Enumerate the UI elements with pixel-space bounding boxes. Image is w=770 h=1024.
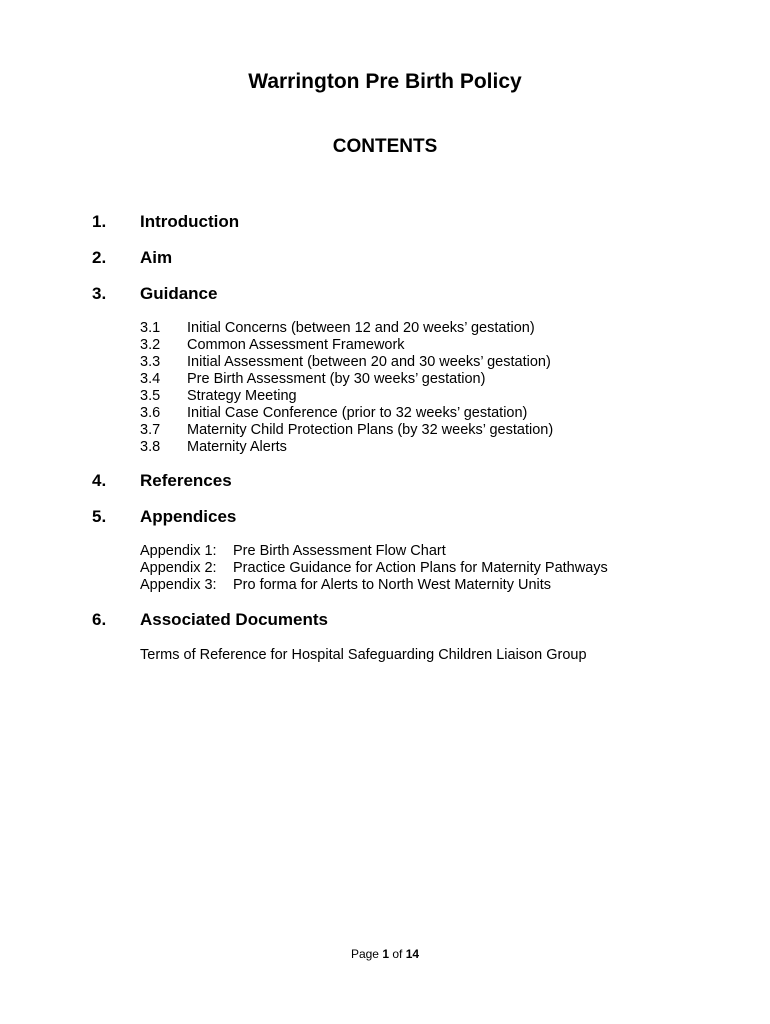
section-number: 1. (92, 212, 107, 231)
subsection-title: Initial Concerns (between 12 and 20 weeks’ gestation) (187, 320, 535, 336)
section-number: 5. (92, 507, 107, 526)
associated-document-item: Terms of Reference for Hospital Safeguarding Children Liaison Group (140, 647, 587, 663)
subsection-number: 3.5 (140, 388, 161, 404)
appendix-label: Appendix 1: (140, 543, 217, 559)
subsection-number: 3.2 (140, 337, 161, 353)
appendix-label: Appendix 2: (140, 560, 217, 576)
footer-current-page: 1 (382, 947, 389, 961)
section-number: 2. (92, 248, 107, 267)
contents-heading: CONTENTS (332, 136, 438, 157)
subsection-title: Initial Case Conference (prior to 32 weeks’ gestation) (187, 405, 528, 421)
subsection-title: Strategy Meeting (187, 388, 297, 404)
section-title-associated-documents: Associated Documents (140, 610, 328, 629)
subsection-title: Initial Assessment (between 20 and 30 weeks’ gestation) (187, 354, 551, 370)
subsection-number: 3.8 (140, 439, 161, 455)
section-title-guidance: Guidance (140, 284, 218, 303)
page-footer (0, 947, 770, 961)
document-title: Warrington Pre Birth Policy (248, 70, 522, 93)
footer-page-word: Page (350, 947, 379, 961)
subsection-title: Maternity Alerts (187, 439, 287, 455)
appendix-title: Pre Birth Assessment Flow Chart (233, 543, 446, 559)
section-title-appendices: Appendices (140, 507, 237, 526)
footer-of-word: of (392, 947, 403, 961)
subsection-title: Pre Birth Assessment (by 30 weeks’ gestation) (187, 371, 486, 387)
appendix-title: Pro forma for Alerts to North West Maternity Units (233, 577, 552, 593)
section-number: 3. (92, 284, 107, 303)
section-number: 4. (92, 471, 107, 490)
section-number: 6. (92, 610, 107, 629)
subsection-number: 3.1 (140, 320, 161, 336)
subsection-number: 3.6 (140, 405, 161, 421)
section-title-aim: Aim (140, 248, 173, 267)
subsection-number: 3.7 (140, 422, 161, 438)
footer-total-pages: 14 (405, 947, 420, 961)
subsection-title: Common Assessment Framework (187, 337, 405, 353)
subsection-number: 3.3 (140, 354, 161, 370)
appendix-title: Practice Guidance for Action Plans for Maternity Pathways (233, 560, 608, 576)
appendix-label: Appendix 3: (140, 577, 217, 593)
subsection-title: Maternity Child Protection Plans (by 32 weeks’ gestation) (187, 422, 554, 438)
section-title-references: References (140, 471, 232, 490)
section-title-introduction: Introduction (140, 212, 240, 231)
subsection-number: 3.4 (140, 371, 161, 387)
